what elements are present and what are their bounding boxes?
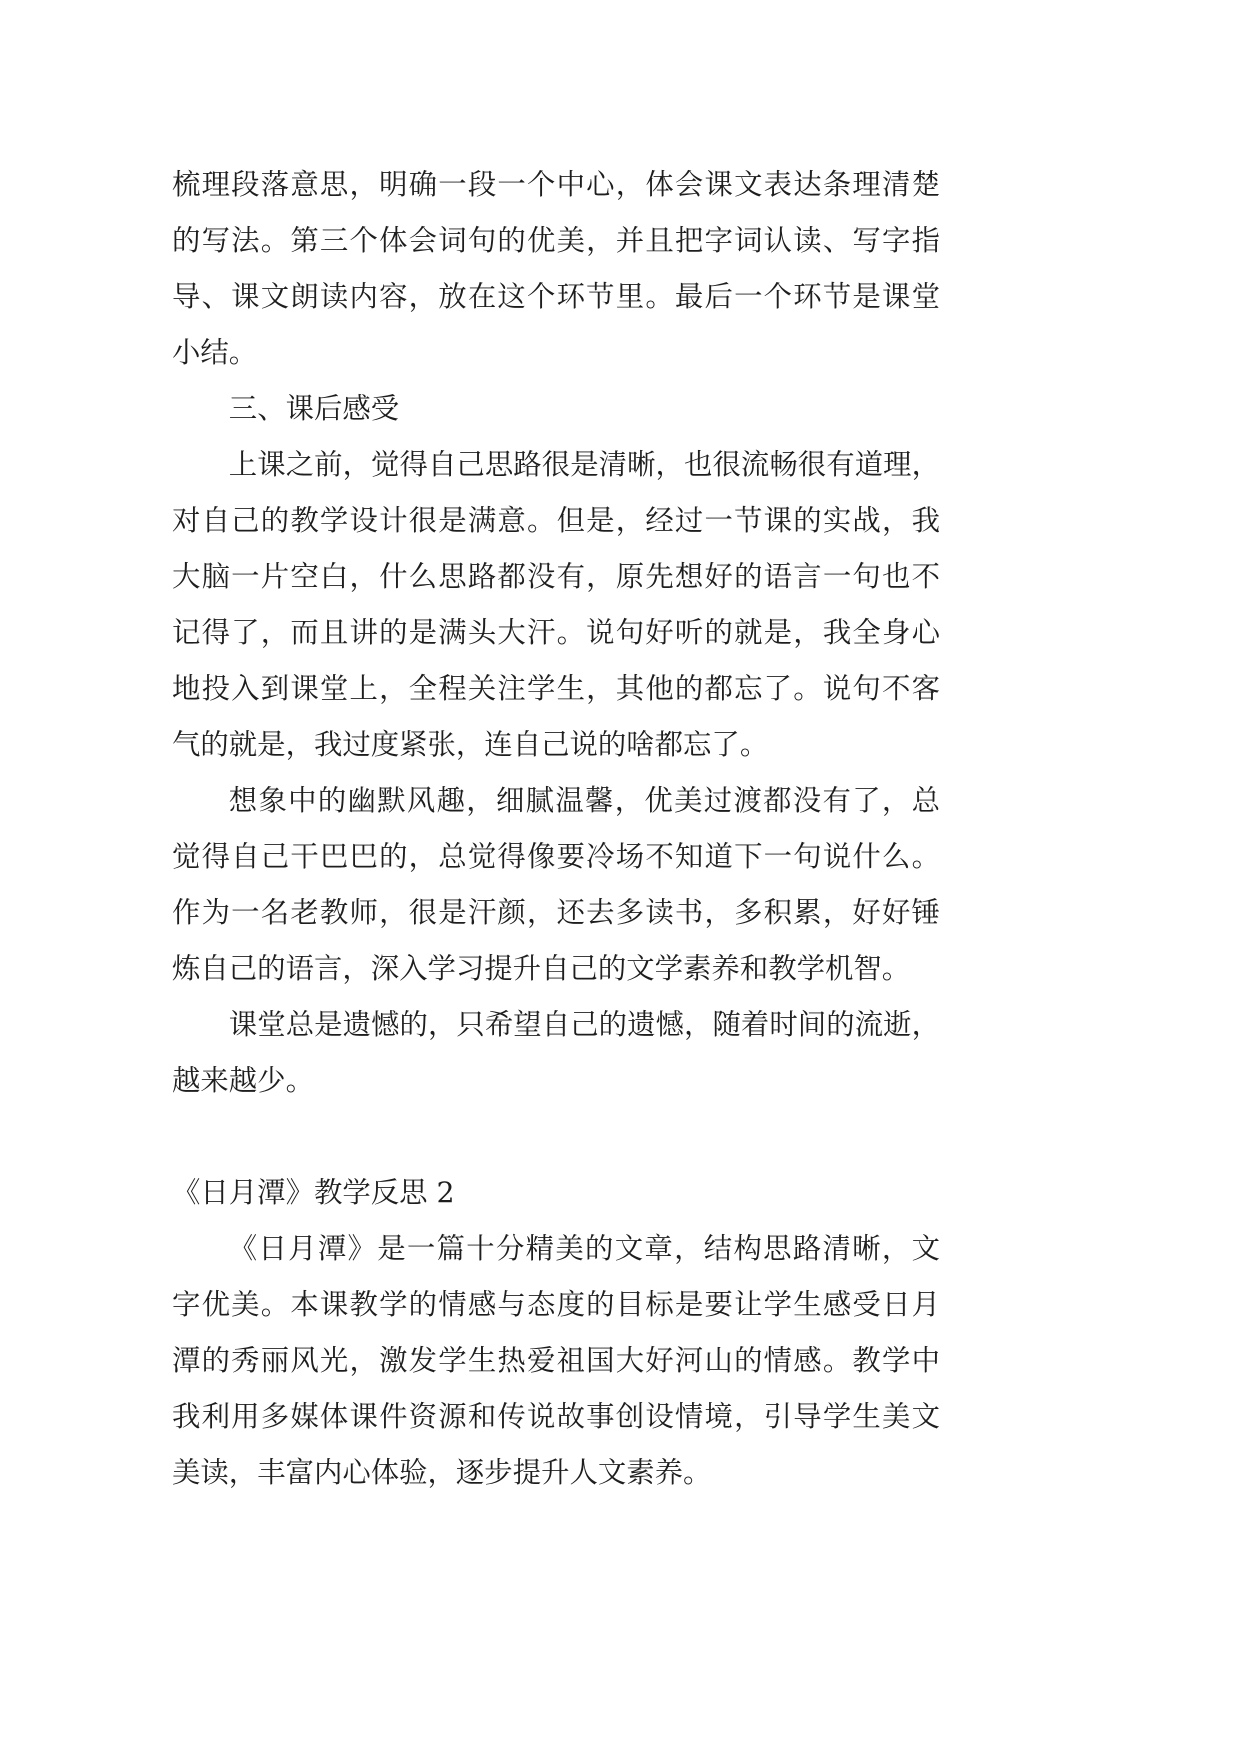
text-line: 字优美。本课教学的情感与态度的目标是要让学生感受日月 [172, 1288, 940, 1321]
text-line: 潭的秀丽风光，激发学生热爱祖国大好河山的情感。教学中 [172, 1344, 940, 1377]
text-line: 对自己的教学设计很是满意。但是，经过一节课的实战，我 [172, 504, 940, 537]
text-line: 记得了，而且讲的是满头大汗。说句好听的就是，我全身心 [172, 616, 940, 649]
text-line: 地投入到课堂上，全程关注学生，其他的都忘了。说句不客 [172, 672, 940, 705]
text-line: 导、课文朗读内容，放在这个环节里。最后一个环节是课堂 [172, 280, 940, 313]
paragraph [172, 773, 940, 997]
text-line: 小结。 [172, 336, 258, 369]
text-line: 越来越少。 [172, 1064, 314, 1097]
text-line: 炼自己的语言，深入学习提升自己的文学素养和教学机智。 [172, 952, 911, 985]
text-line: 大脑一片空白，什么思路都没有，原先想好的语言一句也不 [172, 560, 940, 593]
text-line: 美读，丰富内心体验，逐步提升人文素养。 [172, 1456, 712, 1489]
text-line: 气的就是，我过度紧张，连自己说的啥都忘了。 [172, 728, 769, 761]
text-line: 作为一名老教师，很是汗颜，还去多读书，多积累，好好锤 [172, 896, 940, 929]
text-line: 梳理段落意思，明确一段一个中心，体会课文表达条理清楚 [172, 168, 940, 201]
text-line: 的写法。第三个体会词句的优美，并且把字词认读、写字指 [172, 224, 940, 257]
blank-line [172, 1109, 940, 1165]
document-body [172, 157, 940, 1501]
text-line: 觉得自己干巴巴的，总觉得像要冷场不知道下一句说什么。 [172, 840, 940, 873]
text-line: 我利用多媒体课件资源和传说故事创设情境，引导学生美文 [172, 1400, 940, 1433]
section-heading: 三、课后感受 [228, 392, 400, 425]
text-line: 上课之前，觉得自己思路很是清晰，也很流畅很有道理， [228, 448, 940, 481]
text-line: 想象中的幽默风趣，细腻温馨，优美过渡都没有了，总 [228, 784, 940, 817]
text-line: 《日月潭》是一篇十分精美的文章，结构思路清晰，文 [228, 1232, 940, 1265]
paragraph [172, 997, 940, 1109]
paragraph [172, 437, 940, 773]
article-title: 《日月潭》教学反思 2 [172, 1176, 455, 1209]
paragraph [172, 157, 940, 381]
paragraph [172, 1221, 940, 1501]
text-line: 课堂总是遗憾的，只希望自己的遗憾，随着时间的流逝， [228, 1008, 940, 1041]
